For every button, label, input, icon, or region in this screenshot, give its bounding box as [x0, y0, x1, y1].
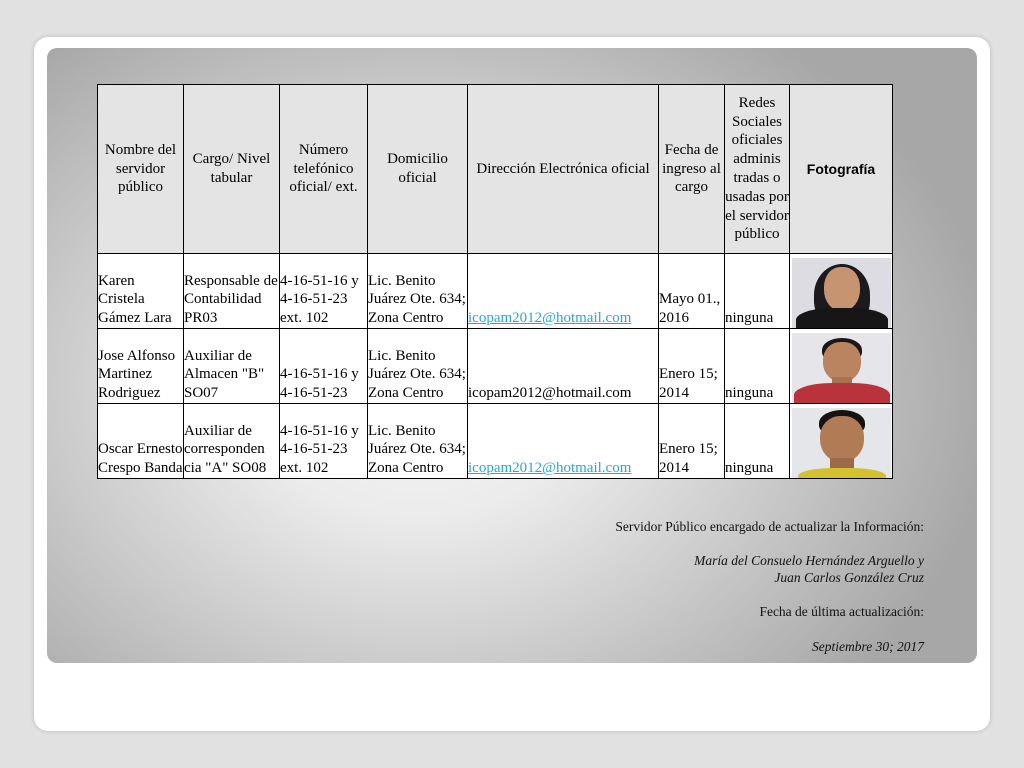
- responsable-nombre-1: María del Consuelo Hernández Arguello y: [694, 553, 924, 568]
- cell-nombre: Oscar Ernesto Crespo Banda: [98, 404, 184, 479]
- cell-telefono: 4-16-51-16 y 4-16-51-23 ext. 102: [280, 254, 368, 329]
- header-fotografia: Fotografía: [790, 85, 893, 254]
- header-redes: Redes Sociales oficiales adminis tradas o usadas por el servidor público: [725, 85, 790, 254]
- cell-cargo: Auxiliar de Almacen "B" SO07: [184, 329, 280, 404]
- cell-nombre: Karen Cristela Gámez Lara: [98, 254, 184, 329]
- cell-redes: ninguna: [725, 329, 790, 404]
- cell-fecha: Enero 15; 2014: [659, 404, 725, 479]
- table-row: [98, 329, 893, 404]
- cell-redes: ninguna: [725, 254, 790, 329]
- table-header-row: [98, 85, 893, 254]
- table-row: [98, 404, 893, 479]
- responsable-nombre-2: Juan Carlos González Cruz: [774, 570, 924, 585]
- photo-karen: [792, 258, 891, 328]
- header-telefono: Número telefónico oficial/ ext.: [280, 85, 368, 254]
- cell-domicilio: Lic. Benito Juárez Ote. 634; Zona Centro: [368, 329, 468, 404]
- cell-cargo: Auxiliar de corresponden cia "A" SO08: [184, 404, 280, 479]
- cell-foto: [790, 404, 893, 479]
- cell-foto: [790, 254, 893, 329]
- email-text: icopam2012@hotmail.com: [468, 385, 632, 402]
- cell-telefono: 4-16-51-16 y 4-16-51-23: [280, 329, 368, 404]
- header-fecha: Fecha de ingreso al cargo: [659, 85, 725, 254]
- email-link[interactable]: icopam2012@hotmail.com: [468, 460, 632, 477]
- table-row: [98, 254, 893, 329]
- cell-foto: [790, 329, 893, 404]
- cell-domicilio: Lic. Benito Juárez Ote. 634; Zona Centro: [368, 254, 468, 329]
- cell-email: [468, 329, 659, 404]
- header-email: Dirección Electrónica oficial: [468, 85, 659, 254]
- cell-email: [468, 404, 659, 479]
- cell-domicilio: Lic. Benito Juárez Ote. 634; Zona Centro: [368, 404, 468, 479]
- email-link[interactable]: icopam2012@hotmail.com: [468, 310, 632, 327]
- fecha-actualizacion-label: Fecha de última actualización:: [759, 604, 924, 619]
- fecha-actualizacion-valor: Septiembre 30; 2017: [812, 639, 924, 654]
- cell-cargo: Responsable de Contabilidad PR03: [184, 254, 280, 329]
- servidores-table: [97, 84, 893, 479]
- cell-fecha: Enero 15; 2014: [659, 329, 725, 404]
- header-domicilio: Domicilio oficial: [368, 85, 468, 254]
- header-nombre: Nombre del servidor público: [98, 85, 184, 254]
- cell-fecha: Mayo 01., 2016: [659, 254, 725, 329]
- cell-redes: ninguna: [725, 404, 790, 479]
- photo-jose: [792, 333, 891, 403]
- header-cargo: Cargo/ Nivel tabular: [184, 85, 280, 254]
- cell-email: [468, 254, 659, 329]
- photo-oscar: [792, 408, 891, 478]
- cell-telefono: 4-16-51-16 y 4-16-51-23 ext. 102: [280, 404, 368, 479]
- responsable-label: Servidor Público encargado de actualizar la Información:: [615, 519, 924, 534]
- cell-nombre: Jose Alfonso Martinez Rodriguez: [98, 329, 184, 404]
